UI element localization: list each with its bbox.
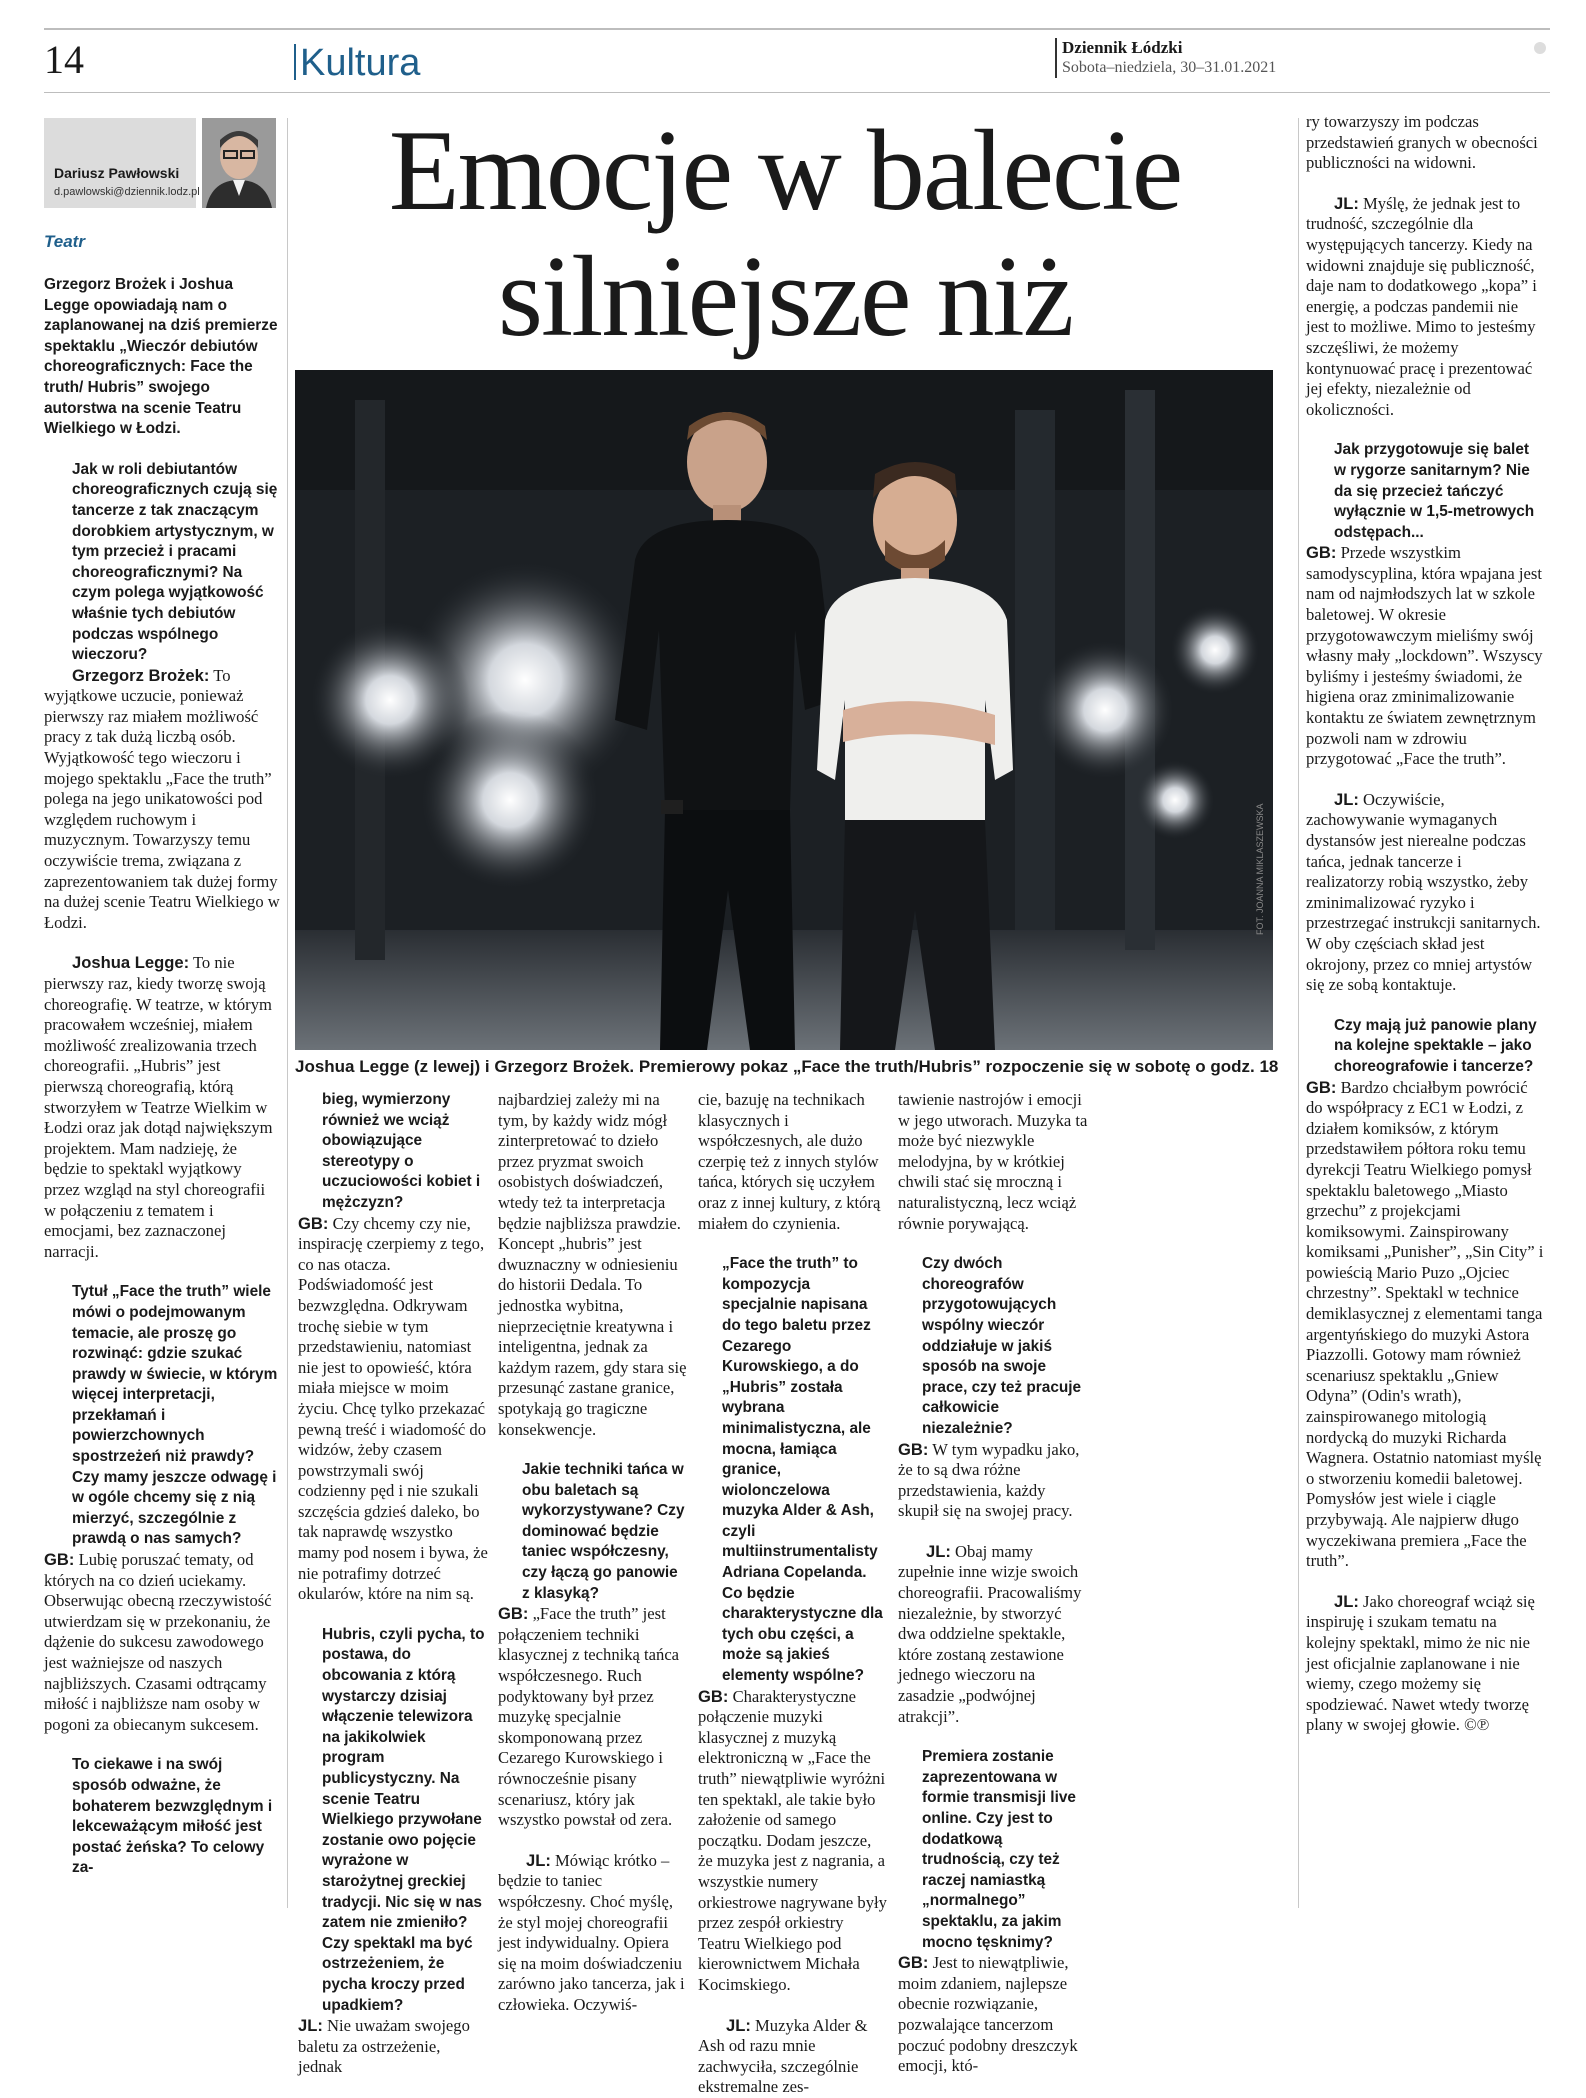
speaker-label: Grzegorz Brożek: [72, 665, 210, 685]
article-lead: Grzegorz Brożek i Joshua Legge opowiadają nam o zaplanowanej na dziś premierze spektaklu „Wieczór debiutów choreograficznych: Face the truth/ Hubris” swojego autorstwa na scenie Teatru Wielkiego w Łodzi. [44, 276, 278, 438]
answer [898, 1542, 1088, 1727]
speaker-label: GB: [298, 1213, 329, 1233]
answer-text: Muzyka Alder & Ash od razu mnie zachwyciła, szczególnie ekstremalne zes- [698, 2015, 868, 2097]
question: Czy dwóch choreografów przygotowujących wspólny wieczór oddziałuje w jakiś sposób na swoje prace, czy też pracuje całkowicie niezależnie? [922, 1255, 1082, 1437]
answer-text: najbardziej zależy mi na tym, by każdy widz mógł zinterpretować to dzieło przez pryzmat swoich osobistych doświadczeń, wtedy też ta interpretacja będzie najbliższa prawdzie. Koncept „hubris” jest dwuznaczny w odniesieniu do historii Dedala. To jednostka wybitna, nieprzeciętnie kreatywna i inteligentna, jednak za każdym razem, gdy stara się przesunąć zastane granice, spotykają go tragiczne konsekwencje. [498, 1090, 687, 1439]
answer-text: Jako choreograf wciąż się inspiruję i szukam tematu na kolejny spektakl, mimo że nic nie jest oficjalnie zaplanowane i nie wiemy, czego możemy się spodziewać. Nawet wtedy tworzę plany w swojej głowie. [1306, 1591, 1535, 1735]
answer [298, 1214, 488, 1605]
article-column-3 [498, 1090, 688, 2016]
question: Hubris, czyli pycha, to postawa, do obcowania z którą wystarczy dzisiaj włączenie telewizora na jakikolwiek program publicystyczny. Na scenie Teatru Wielkiego przywołane zostanie owo pojęcie wyrażone w starożytnej greckiej tradycji. Nic się w nas zatem nie zmieniło? Czy spektakl ma być ostrzeżeniem, że pycha kroczy przed upadkiem? [322, 1625, 485, 2014]
section-divider [294, 44, 296, 80]
author-portrait-icon [202, 118, 276, 208]
question: Jak w roli debiutantów choreograficznych czują się tancerze z tak znaczącym dorobkiem artystycznym, w tym przecież i pracami choreograficznymi? Na czym polega wyjątkowość właśnie tych debiutów podczas wspólnego wieczoru? [72, 460, 278, 664]
article-column-2 [298, 1090, 488, 2078]
speaker-label: GB: [498, 1604, 529, 1624]
speaker-label: GB: [1306, 543, 1337, 563]
answer-text: To wyjątkowe uczucie, ponieważ pierwszy raz miałem możliwość pracy z tak dużą liczbą osób. Wyjątkowość tego wieczoru i mojego spektaklu „Face the truth” polega na jego unikatowości pod względem ruchowym i muzycznym. Towarzyszy temu oczywiście trema, związana z zaprezentowaniem tak dużej formy na dużej scenie Teatru Wielkiego w Łodzi. [44, 665, 280, 932]
photo-caption: Joshua Legge (z lewej) i Grzegorz Brożek. Premierowy pokaz „Face the truth/Hubris” rozpoczenie się w sobotę o godz. 18 [295, 1057, 1279, 1076]
end-mark: ©℗ [1464, 1715, 1490, 1735]
answer-text: ry towarzyszy im podczas przedstawień granych w obecności publiczności na widowni. [1306, 112, 1538, 173]
issue-date: Sobota–niedziela, 30–31.01.2021 [1062, 59, 1277, 76]
headline-line-1: Emocje w balecie [388, 107, 1182, 235]
answer [298, 2016, 488, 2078]
answer-text: Obaj mamy zupełnie inne wizje swoich choreografii. Pracowaliśmy niezależnie, by stworzyć dwa oddzielne spektakle, które zostaną zestawione jednego wieczoru na zasadzie „podwójnej atrakcji”. [898, 1541, 1082, 1726]
headline-line-2: silniejsze niż [497, 233, 1073, 361]
answer [1306, 194, 1544, 421]
answer [1306, 1078, 1544, 1572]
speaker-label: JL: [1334, 1591, 1359, 1611]
speaker-label: GB: [898, 1953, 929, 1973]
answer [498, 1604, 688, 1831]
speaker-label: JL: [726, 2015, 751, 2035]
section-title: Kultura [300, 42, 421, 84]
answer-text: „Face the truth” jest połączeniem techniki klasycznej z techniką tańca współczesnego. Ruch podyktowany był przez muzykę specjalnie skomponowaną przez Cezarego Kurowskiego i równocześnie pisany scenariusz, który jak wszystko powstał od zera. [498, 1604, 680, 1830]
answer [1306, 790, 1544, 996]
answer-text: Przede wszystkim samodyscyplina, która wpajana jest nam od najmłodszych lat w szkole baletowej. W okresie przygotowawczym mieliśmy swój własny mały „lockdown”. Wszyscy byliśmy i jesteśmy świadomi, że higiena oraz zminimalizowanie kontaktu ze światem zewnętrznym pozwoli nam w zdrowiu przygotować „Face the truth”. [1306, 543, 1543, 769]
dot-icon [1534, 42, 1546, 54]
article-kicker: Teatr [44, 232, 85, 251]
answer-text: Nie uważam swojego baletu za ostrzeżenie, jednak [298, 2016, 470, 2077]
answer [898, 1953, 1088, 2077]
speaker-label: JL: [1334, 789, 1359, 809]
article-photo [295, 370, 1273, 1050]
speaker-label: GB: [1306, 1077, 1337, 1097]
answer [898, 1440, 1088, 1522]
answer-text: cie, bazuję na technikach klasycznych i współczesnych, ale dużo czerpię też z innych stylów tańca, których się uczyłem oraz z innej kultury, z którą miałem do czynienia. [698, 1090, 881, 1233]
answer [44, 666, 280, 934]
answer-text: Oczywiście, zachowywanie wymaganych dystansów jest nierealne podczas tańca, jednak tancerze i realizatorzy robią wszystko, żeby zminimalizować ryzyko i przestrzegać instrukcji sanitarnych. W oby częściach skład jest okrojony, przez co mniej artystów się ze sobą kontaktuje. [1306, 789, 1541, 995]
photo-credit: FOT. JOANNA MIKLASZEWSKA [1255, 803, 1265, 935]
paper-divider [1055, 38, 1057, 78]
speaker-label: JL: [298, 2016, 323, 2036]
author-email: d.pawlowski@dziennik.lodz.pl [54, 186, 200, 198]
question: To ciekawe i na swój sposób odważne, że bohaterem bezwzględnym i lekceważącym miłość jest postać żeńska? To celowy za- [72, 1756, 273, 1877]
question: „Face the truth” to kompozycja specjalnie napisana do tego baletu przez Cezarego Kurowskiego, a do „Hubris” została wybrana minimalistyczna, ale mocna, łamiąca granice, wiolonczelowa muzyka Alder & Ash, czyli multiinstrumentalisty Adriana Copelanda. Co będzie charakterystyczne dla tych obu części, a może są jakieś elementy wspólne? [722, 1255, 883, 1685]
header-top-rule [44, 28, 1550, 30]
answer-text: Lubię poruszać tematy, od których na co dzień uciekamy. Obserwując obecną rzeczywistość utwierdzam się w przekonaniu, że dążenie do sukcesu zawodowego jest ważniejsze od naszych najbliższych. Czasami odtrącamy miłość i najbliższe nam osoby w pogoni za obiecanym sukcesem. [44, 1550, 272, 1734]
answer-text: Jest to niewątpliwie, moim zdaniem, najlepsze obecnie rozwiązanie, pozwalające tancerzom poczuć podobny dreszczyk emocji, któ- [898, 1953, 1078, 2076]
answer [698, 1687, 888, 1996]
article-column-6 [1306, 112, 1544, 1736]
speaker-label: JL: [1334, 193, 1359, 213]
answer-text: Czy chcemy czy nie, inspirację czerpiemy z tego, co nas otacza. Podświadomość jest bezwzględna. Odkrywam trochę siebie w tym przedstawieniu, natomiast nie jest to opowieść, która miała miejsce w moim życiu. Chcę tylko przekazać pewną treść i wiadomość do widzów, żeby czasem powstrzymali swój codzienny pęd i nie szukali szczęścia gdzieś daleko, bo tak naprawdę wszystko mamy pod nosem i bywa, że nie potrafimy dotrzeć okularów, które na nim są. [298, 1213, 488, 1604]
speaker-label: GB: [698, 1686, 729, 1706]
answer-text: W tym wypadku jako, że to są dwa różne przedstawienia, każdy skupił się na swojej pracy. [898, 1439, 1080, 1521]
speaker-label: GB: [44, 1550, 75, 1570]
article-column-4 [698, 1090, 888, 2098]
answer [698, 2016, 888, 2098]
answer [498, 1851, 688, 2016]
column-rule [287, 118, 288, 1908]
question: Jak przygotowuje się balet w rygorze sanitarnym? Nie da się przecież tańczyć wyłącznie w 1,5-metrowych odstępach... [1334, 441, 1535, 541]
speaker-label: Joshua Legge: [72, 953, 190, 973]
speaker-label: JL: [926, 1541, 951, 1561]
answer-text: Bardzo chciałbym powrócić do współpracy z EC1 w Łodzi, z działem komiksów, z którym przedstawiłem półtora roku temu dyrekcji Teatru Wielkiego pomysł spektaklu baletowego „Miasto grzechu” z projekcjami komiksowymi. Zainspirowany komiksami „Punisher”, „Sin City” i powieścią Mario Puzo „Ojciec chrzestny”. Spektakl w technice demiklasycznej z elementami tanga argentyńskiego do muzyki Astora Piazzolli. Gotowy mam również scenariusz spektaklu „Gniew Odyna” (Odin's wrath), zainspirowanego mitologią nordycką do muzyki Richarda Wagnera. Ostatnio natomiast myślę o stworzeniu komedii baletowej. Pomysłów jest wiele i ciągle przybywają. Ale najpierw długo wyczekiwana premiera „Face the truth”. [1306, 1077, 1544, 1571]
answer [1306, 543, 1544, 770]
article-column-5 [898, 1090, 1088, 2077]
answer [44, 1550, 280, 1735]
header-bottom-rule [44, 92, 1550, 93]
answer-text: tawienie nastrojów i emocji w jego utworach. Muzyka ta może być niezwykle melodyjna, by w krótkiej chwili stać się mroczną i naturalistyczną, lecz wciąż równie porywającą. [898, 1090, 1088, 1233]
answer [44, 953, 280, 1262]
question: Czy mają już panowie plany na kolejne spektakle – jako choreografowie i tancerze? [1334, 1016, 1537, 1075]
paper-name: Dziennik Łódzki [1062, 38, 1183, 57]
answer-text: Myślę, że jednak jest to trudność, szczególnie dla występujących tancerzy. Kiedy na widowni znajduje się publiczność, daje nam to dodatkowego „kopa” i energię, a podczas pandemii nie jest to możliwe. Mimo to jesteśmy szczęśliwi, że możemy kontynuować pracę i prezentować jej efekty, niezależnie od okoliczności. [1306, 193, 1537, 419]
page-number: 14 [44, 37, 84, 82]
article-column-1 [44, 275, 280, 1879]
answer-text: Mówiąc krótko – będzie to taniec współczesny. Choć myślę, że styl mojej choreografii jest indywidualny. Opiera się na moim doświadczeniu zarówno jako tancerza, jak i człowieka. Oczywiś- [498, 1850, 685, 2014]
question: Premiera zostanie zaprezentowana w formie transmisji live online. Czy jest to dodatkową trudnością, czy też raczej namiastką „normalnego” spektaklu, za jakim mocno tęsknimy? [922, 1748, 1076, 1951]
author-name: Dariusz Pawłowski [54, 165, 180, 181]
question: Tytuł „Face the truth” wiele mówi o podejmowanym temacie, ale proszę go rozwinąć: gdzie szukać prawdy w świecie, w którym więcej interpretacji, przekłamań i powierzchownych spostrzeżeń niż prawdy? Czy mamy jeszcze odwagę i w ogóle chcemy się z nią mierzyć, szczególnie z prawdą o nas samych? [72, 1283, 278, 1548]
answer-text: Charakterystyczne połączenie muzyki klasycznej z muzyką elektroniczną w „Face the truth” niewątpliwie wyróżni ten spektakl, ale takie było założenie od samego początku. Dodam jeszcze, że muzyka jest z nagrania, a wszystkie numery orkiestrowe nagrywane były przez zespół orkiestry Teatru Wielkiego pod kierownictwem Michała Kocimskiego. [698, 1686, 887, 1994]
question: Jakie techniki tańca w obu baletach są wykorzystywane? Czy dominować będzie taniec współczesny, czy łączą go panowie z klasyką? [522, 1461, 685, 1602]
speaker-label: GB: [898, 1439, 929, 1459]
column-rule [1298, 118, 1299, 1908]
answer-text: To nie pierwszy raz, kiedy tworzę swoją choreografię. W teatrze, w którym pracowałem wcześniej, miałem możliwość zrealizowania trzech choreografii. „Hubris” jest pierwszą choreografią, którą stworzyłem w Teatrze Wielkim w Łodzi oraz jak dotąd największym projektem. Mam nadzieję, że będzie to spektakl wyjątkowy przez wzgląd na styl choreografii w połączeniu z tematem i emocjami, bez zaznaczonej narracji. [44, 953, 273, 1261]
speaker-label: JL: [526, 1850, 551, 1870]
answer [1306, 1592, 1544, 1736]
question: bieg, wymierzony również we wciąż obowiązujące stereotypy o uczuciowości kobiet i mężczyzn? [322, 1091, 481, 1211]
